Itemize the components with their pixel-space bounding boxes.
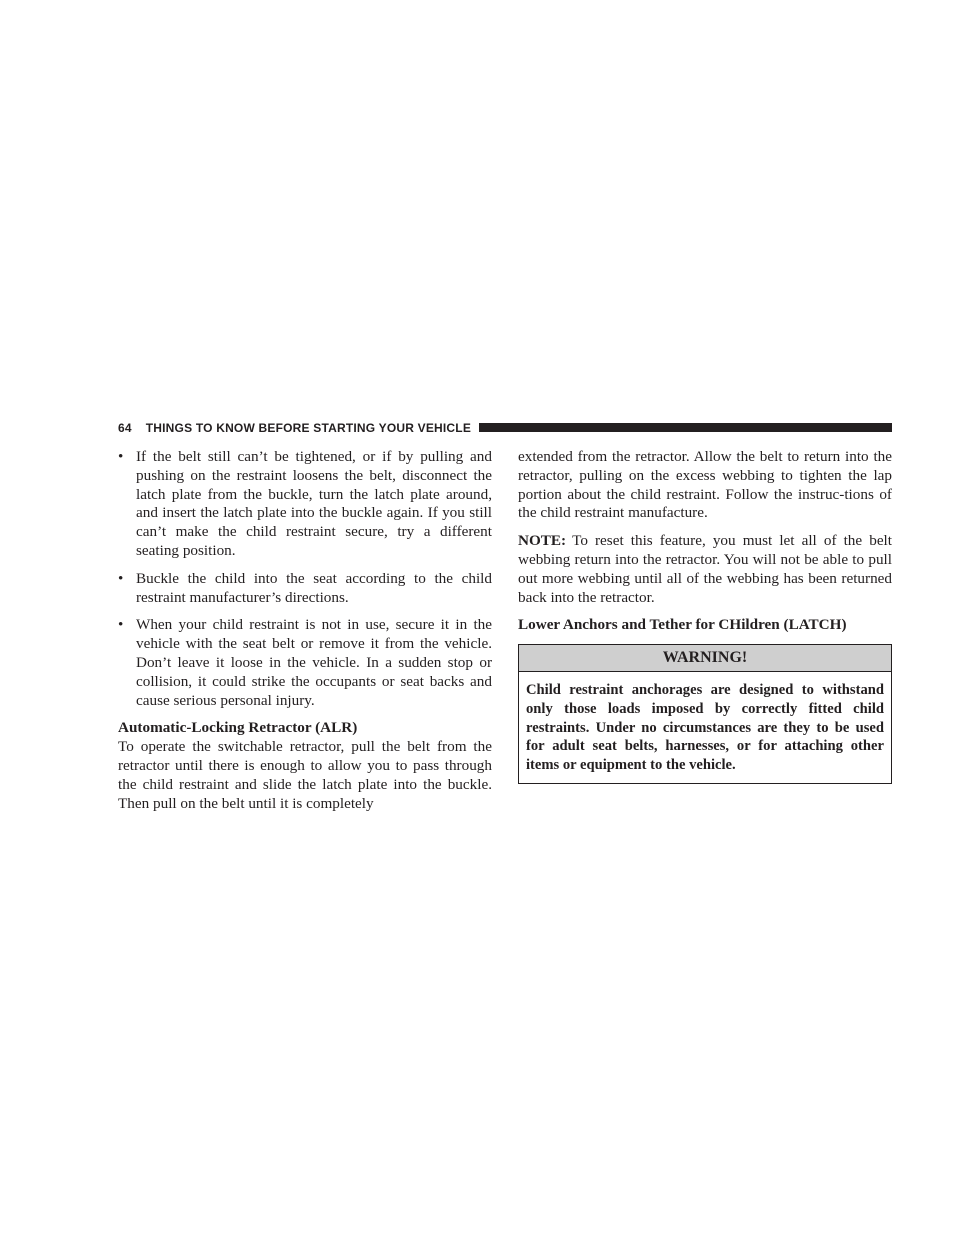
bullet-item	[118, 616, 492, 710]
note-text: To reset this feature, you must let all of the belt webbing return into the retractor. You will not be able to pull out more webbing until all of the webbing has been returned back into the retractor.	[518, 532, 892, 606]
latch-heading: Lower Anchors and Tether for CHildren (LATCH)	[518, 616, 847, 634]
warning-box	[518, 644, 892, 784]
bullet-symbol: •	[118, 569, 124, 587]
note-paragraph	[518, 532, 892, 607]
bullet-item	[118, 570, 492, 608]
bullet-symbol: •	[118, 448, 124, 465]
bullet-text: When your child restraint is not in use, secure it in the vehicle with the seat belt or remove it from the vehicle. Don’t leave it loose in the vehicle. In a sudden stop or collision, it could strike the occupants or seat backs and cause serious personal injury.	[136, 616, 492, 709]
section-title: THINGS TO KNOW BEFORE STARTING YOUR VEHICLE	[145, 420, 472, 435]
alr-heading: Automatic-Locking Retractor (ALR)	[118, 719, 358, 737]
left-column	[118, 448, 492, 822]
page-header	[118, 419, 892, 436]
bullet-text: Buckle the child into the seat according to the child restraint manufacturer’s directions.	[136, 569, 492, 606]
bullet-item	[118, 448, 492, 561]
page-number: 64	[118, 420, 132, 435]
continued-paragraph: extended from the retractor. Allow the belt to return into the retractor, pulling on the excess webbing to tighten the lap portion about the child restraint. Follow the instruc-tions of the child restraint manufacture.	[518, 448, 892, 522]
bullet-text: If the belt still can’t be tightened, or if by pulling and pushing on the restraint loosens the belt, disconnect the latch plate from the buckle, turn the latch plate around, and insert the latch plate into the buckle again. If you still can’t make the child restraint secure, try a different seating position.	[136, 448, 492, 559]
header-rule	[479, 423, 892, 432]
alr-paragraph: To operate the switchable retractor, pull the belt from the retractor until there is enough to allow you to pass through the child restraint and slide the latch plate into the buckle. Then pull on the belt until it is completely	[118, 738, 492, 812]
note-label: NOTE:	[518, 532, 567, 550]
warning-text: Child restraint anchorages are designed to withstand only those loads imposed by correctly fitted child restraints. Under no circumstances are they to be used for adult seat belts, harnesses, or for attaching other items or equipment to the vehicle.	[526, 681, 884, 774]
right-column	[518, 448, 892, 784]
warning-title: WARNING!	[519, 645, 891, 672]
bullet-symbol: •	[118, 616, 124, 634]
